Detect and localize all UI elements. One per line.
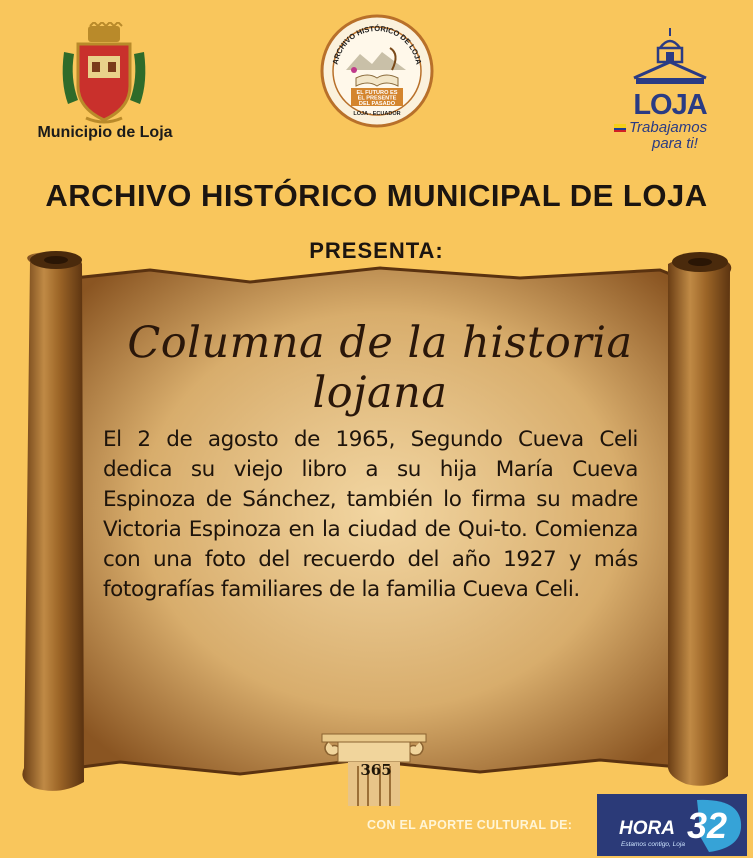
scroll-body-text: El 2 de agosto de 1965, Segundo Cueva Celi dedica su viejo libro a su hija María Cueva Espinoza de Sánchez, también lo firma su madre Victoria Espinoza en la ciudad de Qui-to. Comienza con una foto del recuerdo del año 1927 y más fotografías familiares de la familia Cueva Celi.	[103, 427, 638, 602]
municipio-coat-of-arms-icon	[58, 22, 150, 126]
hora32-sponsor-logo-icon	[597, 794, 747, 856]
loja-logo-text: LOJA	[633, 89, 707, 121]
scroll-heading: Columna de la historia lojana	[127, 318, 633, 418]
slogan-line-2: para ti!	[652, 135, 698, 152]
sponsor-word: HORA	[619, 818, 675, 839]
page-title: ARCHIVO HISTÓRICO MUNICIPAL DE LOJA	[45, 178, 708, 213]
aporte-cultural-label: CON EL APORTE CULTURAL DE:	[367, 818, 573, 832]
ecuador-flag-icon	[614, 124, 626, 132]
seal-motto-line3: DEL PASADO	[358, 101, 396, 107]
slogan-line-1: Trabajamos	[629, 119, 708, 136]
archivo-historico-seal-icon	[320, 14, 434, 128]
seal-motto-line2: EL PRESENTE	[357, 95, 397, 102]
loja-slogan	[614, 120, 734, 152]
seal-motto-line1: EL FUTURO ES	[356, 90, 398, 96]
seal-ring-top-text: ARCHIVO HISTÓRICO DE LOJA	[330, 23, 424, 66]
loja-building-logo-icon	[620, 26, 720, 122]
column-number: 365	[360, 761, 392, 779]
sponsor-number: 32	[687, 805, 728, 846]
seal-ring-bottom-text: LOJA - ECUADOR	[353, 111, 401, 117]
sponsor-tagline: Estamos contigo, Loja	[621, 841, 685, 848]
page-subtitle: PRESENTA:	[309, 238, 444, 263]
municipio-label: Municipio de Loja	[37, 124, 173, 141]
